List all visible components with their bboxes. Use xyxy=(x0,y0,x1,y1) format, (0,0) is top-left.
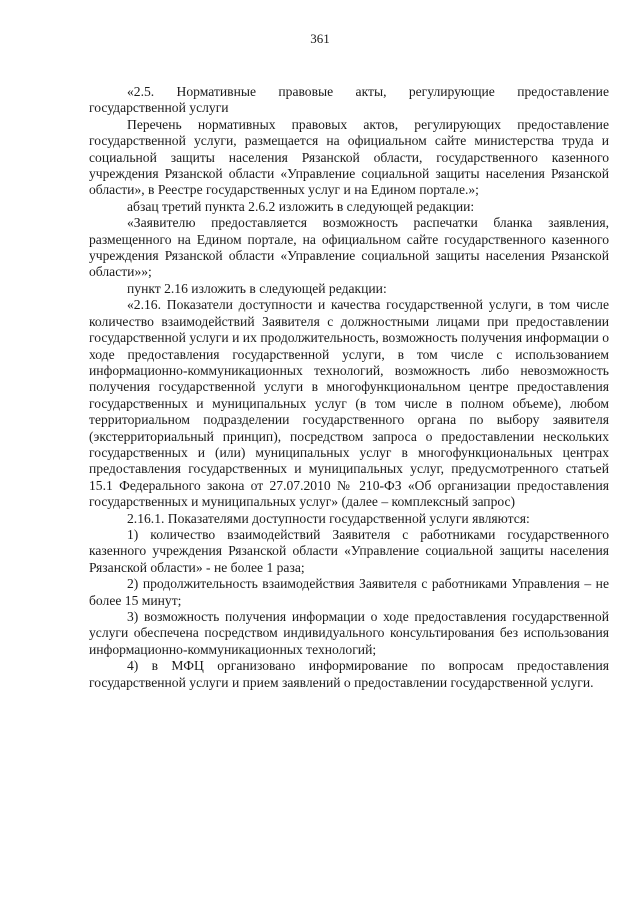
paragraph-amendment-2-6-2: абзац третий пункта 2.6.2 изложить в следующей редакции: xyxy=(127,198,475,214)
list-item-3: 3) возможность получения информации о ходе предоставления государственной услуги обеспечена посредством индивидуального консультирования без использования информационно-коммуникационных технологий; xyxy=(89,609,609,657)
section-heading-2-5: «2.5. Нормативные правовые акты, регулирующие предоставление государственной услуги xyxy=(89,84,609,116)
paragraph-2-16-indicators: «2.16. Показатели доступности и качества государственной услуги, в том числе количество взаимодействий Заявителя с должностными лицами при предоставлении государственной услуги и их продолжительность, возможность получения информации о ходе предоставления государственной услуги, в том числе с использованием информационно-коммуникационных технологий, возможность либо невозможность получения государственной услуги в многофункциональном центре предоставления государственных и муниципальных услуг (в том числе в полном объеме), любом территориальном подразделении государственного органа по выбору заявителя (экстерриториальный принцип), посредством запроса о предоставлении нескольких государственных и (или) муниципальных услуг в многофункциональных центрах предоставления государственных и муниципальных услуг, предусмотренного статьей 15.1 Федерального закона от 27.07.2010 № 210-ФЗ «Об организации предоставления государственных и муниципальных услуг» (далее – комплексный запрос) xyxy=(89,297,609,510)
document-body xyxy=(89,84,609,691)
list-item-1: 1) количество взаимодействий Заявителя с работниками государственного казенного учреждения Рязанской области «Управление социальной защиты населения Рязанской области» - не более 1 раза; xyxy=(89,526,609,575)
paragraph-2-16-1: 2.16.1. Показателями доступности государственной услуги являются: xyxy=(127,510,530,526)
list-item-4: 4) в МФЦ организовано информирование по вопросам предоставления государственной услуги и прием заявлений о предоставлении государственной услуги. xyxy=(89,658,609,690)
paragraph-application-form: «Заявителю предоставляется возможность распечатки бланка заявления, размещенного на Едином портале, на официальном сайте государственного казенного учреждения Рязанской области «Управление социальной защиты населения Рязанской области»»; xyxy=(89,215,609,280)
paragraph-normative-acts-list: Перечень нормативных правовых актов, регулирующих предоставление государственной услуги, размещается на официальном сайте министерства труда и социальной защиты населения Рязанской области, государственного казенного учреждения Рязанской области «Управление социальной защиты населения Рязанской области», в Реестре государственных услуг и на Едином портале.»; xyxy=(89,116,609,198)
page-number: 361 xyxy=(310,31,330,46)
paragraph-amendment-2-16: пункт 2.16 изложить в следующей редакции: xyxy=(127,280,387,296)
list-item-2: 2) продолжительность взаимодействия Заявителя с работниками Управления – не более 15 минут; xyxy=(89,576,609,608)
